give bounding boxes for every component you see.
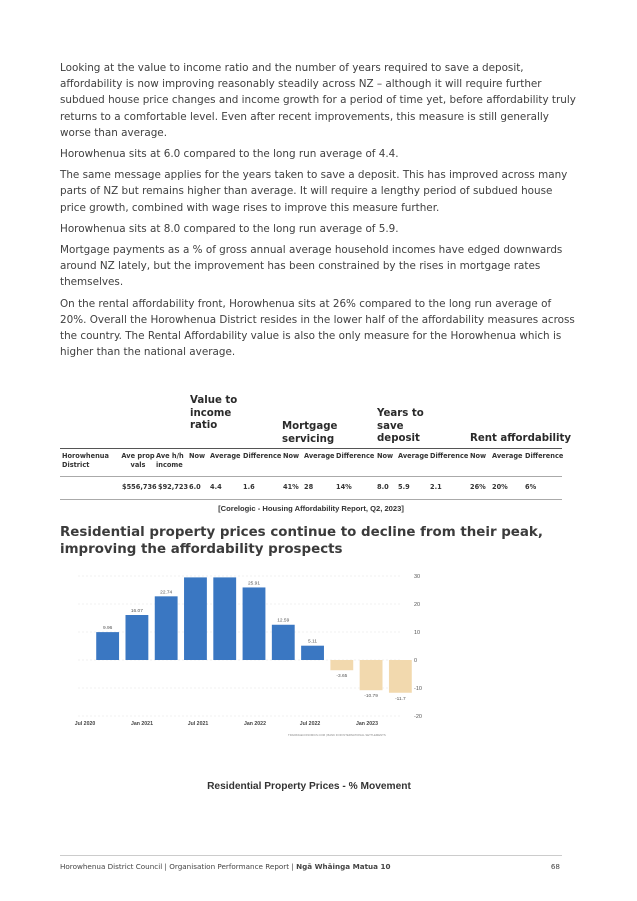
column-header: Difference [336, 452, 375, 460]
column-header: Now [377, 452, 394, 460]
x-tick-label: Jan 2022 [244, 721, 266, 727]
data-label: 12.59 [277, 618, 290, 624]
x-tick-label: Jul 2021 [187, 721, 209, 727]
column-header: Ave prop vals [121, 452, 155, 469]
paragraph: Horowhenua sits at 8.0 compared to the long run average of 5.9. [60, 222, 399, 235]
paragraph: On the rental affordability front, Horowhenua sits at 26% compared to the long run average of 20%. Overall the Horowhenua District resides in the lower half of the affordability measures across the country. The Rental Affordability value is also the only measure for the Horowhenua which is higher than the national average. [60, 297, 575, 359]
data-label: 25.91 [247, 581, 261, 587]
column-header: Horowhenua District [62, 452, 109, 469]
y-tick-label: -10 [414, 686, 422, 692]
cell-value-income-difference: 1.6 [243, 483, 255, 491]
chart-svg [60, 568, 436, 748]
bar [301, 646, 324, 660]
y-tick-label: 20 [414, 602, 421, 608]
bar [243, 587, 266, 660]
paragraph: Horowhenua sits at 6.0 compared to the long run average of 4.4. [60, 148, 399, 161]
column-header: Average [210, 452, 241, 460]
chart-source: TRADINGECONOMICS.COM | BANK FOR INTERNATIONAL SETTLEMENTS [288, 733, 386, 737]
bar [272, 625, 295, 660]
bar [213, 577, 236, 660]
bar [96, 632, 119, 660]
x-tick-label: Jul 2020 [74, 721, 96, 727]
y-tick-label: 0 [414, 658, 418, 664]
column-header: Average [398, 452, 429, 460]
bar [125, 615, 148, 660]
footer-text [60, 862, 390, 871]
y-tick-label: 10 [414, 630, 421, 636]
cell-years-average: 5.9 [398, 483, 410, 491]
column-header: Difference [525, 452, 564, 460]
cell-rent-average: 20% [492, 483, 508, 491]
footer-rule [60, 855, 562, 856]
paragraph: Mortgage payments as a % of gross annual average household incomes have edged downwards around NZ lately, but the improvement has been constrained by the rises in mortgage rates themselves. [60, 244, 563, 289]
table-caption: [Corelogic - Housing Affordability Report, Q2, 2023] [218, 504, 404, 513]
data-label: 22.74 [160, 590, 173, 596]
column-header: Now [470, 452, 487, 460]
row-rule [60, 499, 562, 500]
bar [330, 660, 353, 670]
data-label: 9.96 [102, 626, 113, 632]
footer-left: Horowhenua District Council | Organisation Performance Report | [60, 862, 297, 871]
cell-rent-difference: 6% [525, 483, 537, 491]
chart-caption: Residential Property Prices - % Movement [207, 781, 411, 792]
group-header-mortgage-servicing: Mortgage servicing [282, 421, 338, 445]
footer-left-bold: Ngā Whāinga Matua 10 [296, 862, 391, 871]
cell-mortgage-average: 28 [304, 483, 314, 491]
x-tick-label: Jan 2021 [131, 721, 153, 727]
paragraph: The same message applies for the years taken to save a deposit. This has improved across many parts of NZ but remains higher than average. It will require a lengthy period of subdued house price growth, combined with wage rises to improve this measure further. [60, 169, 568, 214]
x-tick-label: Jul 2022 [299, 721, 321, 727]
paragraph: Looking at the value to income ratio and the number of years required to save a deposit, affordability is now improving reasonably steadily across NZ – although it will require further subdued house price changes and income growth for a period of time yet, before affordability truly returns to a comfortable level. Even after recent improvements, this measure is still generally worse than average. [60, 62, 576, 139]
data-label: 16.07 [130, 609, 143, 615]
price-movement-chart [60, 568, 436, 748]
cell-ave-hh-income: $92,723 [158, 483, 189, 491]
data-label: -11.7 [395, 696, 406, 702]
cell-ave-prop-vals: $556,736 [122, 483, 157, 491]
cell-mortgage-difference: 14% [336, 483, 352, 491]
y-tick-label: 30 [414, 574, 421, 580]
data-label: 5.11 [308, 639, 318, 645]
column-header: Ave h/h income [156, 452, 184, 469]
section-heading: Residential property prices continue to decline from their peak, improving the affordability prospects [60, 525, 543, 557]
column-header: Now [283, 452, 300, 460]
cell-value-income-average: 4.4 [210, 483, 222, 491]
cell-rent-now: 26% [470, 483, 486, 491]
data-label: -3.65 [336, 674, 348, 680]
column-header: Now [189, 452, 206, 460]
cell-mortgage-now: 41% [283, 483, 299, 491]
column-header: Difference [243, 452, 282, 460]
cell-years-difference: 2.1 [430, 483, 442, 491]
bar [389, 660, 412, 693]
group-header-rent-affordability: Rent affordability [470, 433, 572, 444]
x-tick-label: Jan 2023 [356, 721, 378, 727]
group-header-years-to-save: Years to save deposit [377, 408, 424, 444]
column-header: Average [304, 452, 335, 460]
group-header-value-to-income: Value to income ratio [190, 395, 238, 431]
header-rule [60, 448, 562, 449]
cell-value-income-now: 6.0 [189, 483, 201, 491]
body-text [60, 60, 578, 365]
y-tick-label: -20 [414, 714, 422, 720]
bar [184, 577, 207, 660]
column-header: Difference [430, 452, 469, 460]
bar [360, 660, 383, 690]
column-header: Average [492, 452, 523, 460]
data-label: -10.79 [364, 694, 378, 700]
bar [155, 596, 178, 660]
page-number: 68 [550, 862, 560, 871]
row-rule [60, 476, 562, 477]
cell-years-now: 8.0 [377, 483, 389, 491]
